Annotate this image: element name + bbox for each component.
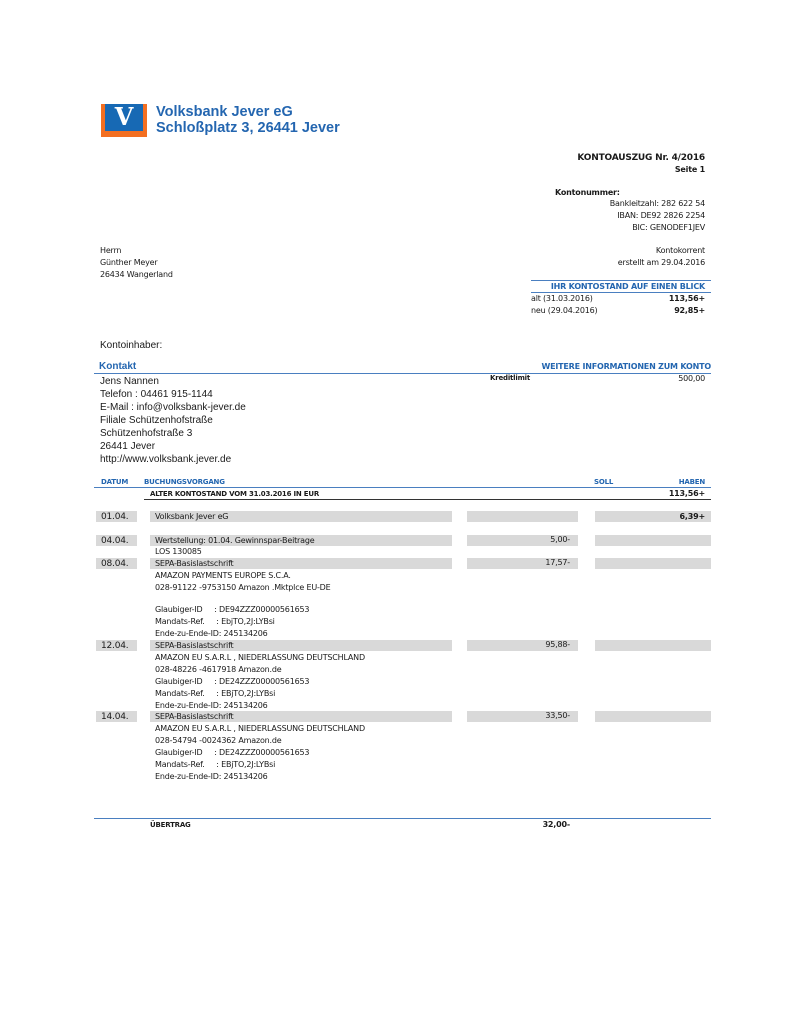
col-booking-header: BUCHUNGSVORGANG [144, 478, 225, 486]
row-title: SEPA-Basislastschrift [155, 559, 234, 568]
table-header-line [94, 487, 711, 488]
col-date-header: DATUM [101, 478, 129, 486]
contact-line-4: Schützenhofstraße 3 [100, 428, 193, 439]
row-detail: 028-48226 -4617918 Amazon.de [155, 665, 282, 674]
row-haben-bar [595, 711, 711, 722]
opening-label: ALTER KONTOSTAND VOM 31.03.2016 IN EUR [150, 490, 320, 498]
opening-underline [144, 499, 711, 500]
row-haben: 6,39+ [679, 512, 705, 521]
blz: Bankleitzahl: 282 622 54 [609, 199, 705, 208]
bank-name: Volksbank Jever eG [156, 104, 293, 120]
statement-title: KONTOAUSZUG Nr. 4/2016 [577, 153, 705, 163]
bank-address: Schloßplatz 3, 26441 Jever [156, 120, 340, 136]
recipient-salutation: Herrn [100, 246, 122, 255]
account-type: Kontokorrent [655, 246, 705, 255]
created-date: erstellt am 29.04.2016 [617, 258, 705, 267]
row-date: 01.04. [101, 512, 129, 522]
row-haben-bar [595, 535, 711, 546]
row-detail: Ende-zu-Ende-ID: 245134206 [155, 629, 268, 638]
row-detail: Glaubiger-ID : DE94ZZZ00000561653 [155, 605, 310, 614]
row-soll: 5,00- [550, 535, 570, 544]
contact-line [94, 373, 711, 374]
row-haben-bar [595, 558, 711, 569]
row-detail: Glaubiger-ID : DE24ZZZ00000561653 [155, 677, 310, 686]
logo-letter: V [114, 102, 134, 131]
carry-label: ÜBERTRAG [150, 821, 191, 829]
row-soll-bar [467, 511, 578, 522]
row-title: SEPA-Basislastschrift [155, 641, 234, 650]
col-haben-header: HABEN [678, 478, 705, 486]
overview-new-value: 92,85+ [674, 306, 705, 315]
overview-bottom-line [531, 292, 711, 293]
contact-line-1: Telefon : 04461 915-1144 [100, 389, 213, 400]
kontonummer-label: Kontonummer: [555, 188, 620, 197]
holder-label: Kontoinhaber: [100, 340, 163, 351]
row-detail: Ende-zu-Ende-ID: 245134206 [155, 701, 268, 710]
contact-header: Kontakt [99, 361, 137, 372]
contact-line-3: Filiale Schützenhofstraße [100, 415, 213, 426]
row-detail: AMAZON PAYMENTS EUROPE S.C.A. [155, 571, 291, 580]
row-haben-bar [595, 640, 711, 651]
row-detail: AMAZON EU S.A.R.L , NIEDERLASSUNG DEUTSCHLAND [155, 724, 365, 733]
carry-line [94, 818, 711, 819]
bank-logo [101, 104, 147, 137]
row-detail: Mandats-Ref. : EBjTO,2J:LYBsi [155, 760, 276, 769]
row-date: 08.04. [101, 559, 129, 569]
row-title: Volksbank Jever eG [155, 512, 229, 521]
kreditlimit-label: Kreditlimit [490, 374, 531, 382]
row-soll: 17,57- [545, 558, 570, 567]
recipient-name: Günther Meyer [100, 258, 158, 267]
carry-value: 32,00- [542, 820, 570, 829]
contact-line-2: E-Mail : info@volksbank-jever.de [100, 402, 246, 413]
iban: IBAN: DE92 2826 2254 [617, 211, 705, 220]
row-soll: 33,50- [545, 711, 570, 720]
row-detail: 028-54794 -0024362 Amazon.de [155, 736, 282, 745]
col-soll-header: SOLL [594, 478, 614, 486]
row-date: 14.04. [101, 712, 129, 722]
row-title: Wertstellung: 01.04. Gewinnspar-Beitrage [155, 536, 315, 545]
row-date: 12.04. [101, 641, 129, 651]
logo-inner [105, 104, 143, 131]
row-detail: Mandats-Ref. : EBjTO,2J:LYBsi [155, 689, 276, 698]
overview-title: IHR KONTOSTAND AUF EINEN BLICK [550, 282, 705, 291]
row-date: 04.04. [101, 536, 129, 546]
recipient-city: 26434 Wangerland [100, 270, 173, 279]
info-header: WEITERE INFORMATIONEN ZUM KONTO [541, 362, 711, 371]
row-detail: Ende-zu-Ende-ID: 245134206 [155, 772, 268, 781]
row-title: SEPA-Basislastschrift [155, 712, 234, 721]
bic: BIC: GENODEF1JEV [632, 223, 705, 232]
overview-top-line [531, 280, 711, 281]
contact-line-5: 26441 Jever [100, 441, 156, 452]
overview-old-value: 113,56+ [668, 294, 705, 303]
contact-line-6: http://www.volksbank.jever.de [100, 454, 232, 465]
overview-old-label: alt (31.03.2016) [531, 294, 593, 303]
row-detail: 028-91122 -9753150 Amazon .Mktplce EU-DE [155, 583, 331, 592]
opening-value: 113,56+ [668, 489, 705, 498]
contact-line-0: Jens Nannen [100, 376, 159, 387]
statement-page: Seite 1 [674, 165, 705, 174]
row-soll: 95,88- [545, 640, 570, 649]
row-detail: AMAZON EU S.A.R.L , NIEDERLASSUNG DEUTSCHLAND [155, 653, 365, 662]
row-detail: Mandats-Ref. : EbjTO,2J:LYBsi [155, 617, 275, 626]
kreditlimit-value: 500,00 [678, 374, 705, 383]
overview-new-label: neu (29.04.2016) [531, 306, 598, 315]
row-detail: Glaubiger-ID : DE24ZZZ00000561653 [155, 748, 310, 757]
row-detail: LOS 130085 [155, 547, 202, 556]
